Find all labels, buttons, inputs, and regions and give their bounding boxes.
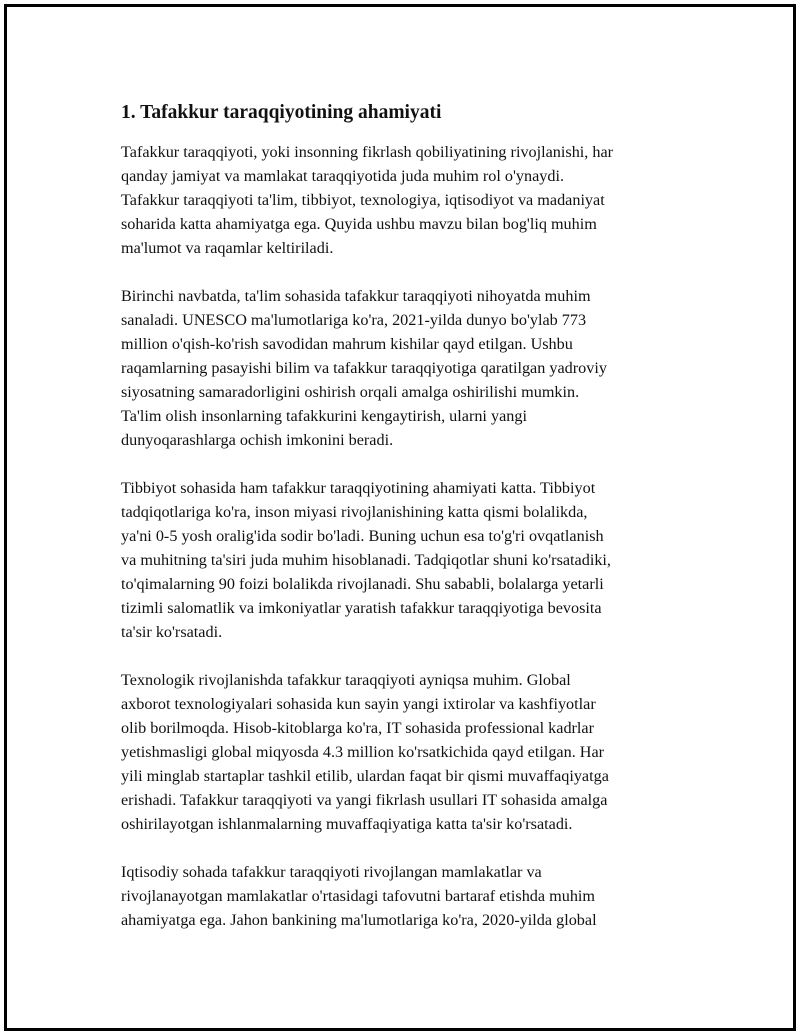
page-frame xyxy=(4,4,796,1031)
paragraph-education: Birinchi navbatda, ta'lim sohasida tafakkur taraqqiyoti nihoyatda muhim sanaladi. UNESCO ma'lumotlariga ko'ra, 2021-yilda dunyo bo'ylab 773 million o'qish-ko'rish savodidan mahrum kishilar qayd etilgan. Ushbu raqamlarning pasayishi bilim va tafakkur taraqqiyotiga qaratilgan yadroviy siyosatning samaradorligini oshirish orqali amalga oshirilishi mumkin. Ta'lim olish insonlarning tafakkurini kengaytirish, ularni yangi dunyoqarashlarga ochish imkonini beradi. xyxy=(121,287,607,449)
paragraph-technology: Texnologik rivojlanishda tafakkur taraqqiyoti ayniqsa muhim. Global axborot texnologiyalari sohasida kun sayin yangi ixtirolar va kashfiyotlar olib borilmoqda. Hisob-kitoblarga ko'ra, IT sohasida professional kadrlar yetishmasligi global miqyosda 4.3 million ko'rsatkichida qayd etilgan. Har yili minglab startaplar tashkil etilib, ulardan faqat bir qismi muvaffaqiyatga erishadi. Tafakkur taraqqiyoti va yangi fikrlash usullari IT sohasida amalga oshirilayotgan ishlanmalarning muvaffaqiyatiga katta ta'sir ko'rsatadi. xyxy=(121,671,609,833)
paragraph-economy: Iqtisodiy sohada tafakkur taraqqiyoti rivojlangan mamlakatlar va rivojlanayotgan mamlakatlar o'rtasidagi tafovutni bartaraf etishda muhim ahamiyatga ega. Jahon bankining ma'lumotlariga ko'ra, 2020-yilda global xyxy=(121,863,597,929)
paragraph-intro: Tafakkur taraqqiyoti, yoki insonning fikrlash qobiliyatining rivojlanishi, har qanday jamiyat va mamlakat taraqqiyotida juda muhim rol o'ynaydi. Tafakkur taraqqiyoti ta'lim, tibbiyot, texnologiya, iqtisodiyot va madaniyat soharida katta ahamiyatga ega. Quyida ushbu mavzu bilan bog'liq muhim ma'lumot va raqamlar keltiriladi. xyxy=(121,143,614,257)
paragraph-medicine: Tibbiyot sohasida ham tafakkur taraqqiyotining ahamiyati katta. Tibbiyot tadqiqotlariga ko'ra, inson miyasi rivojlanishining katta qismi bolalikda, ya'ni 0-5 yosh oralig'ida sodir bo'ladi. Buning uchun esa to'g'ri ovqatlanish va muhitning ta'siri juda muhim hisoblanadi. Tadqiqotlar shuni ko'rsatadiki, to'qimalarning 90 foizi bolalikda rivojlanadi. Shu sababli, bolalarga yetarli tizimli salomatlik va imkoniyatlar yaratish tafakkur taraqqiyotiga bevosita ta'sir ko'rsatadi. xyxy=(121,479,611,641)
document-body xyxy=(121,99,701,956)
section-heading: 1. Tafakkur taraqqiyotining ahamiyati xyxy=(121,102,442,123)
